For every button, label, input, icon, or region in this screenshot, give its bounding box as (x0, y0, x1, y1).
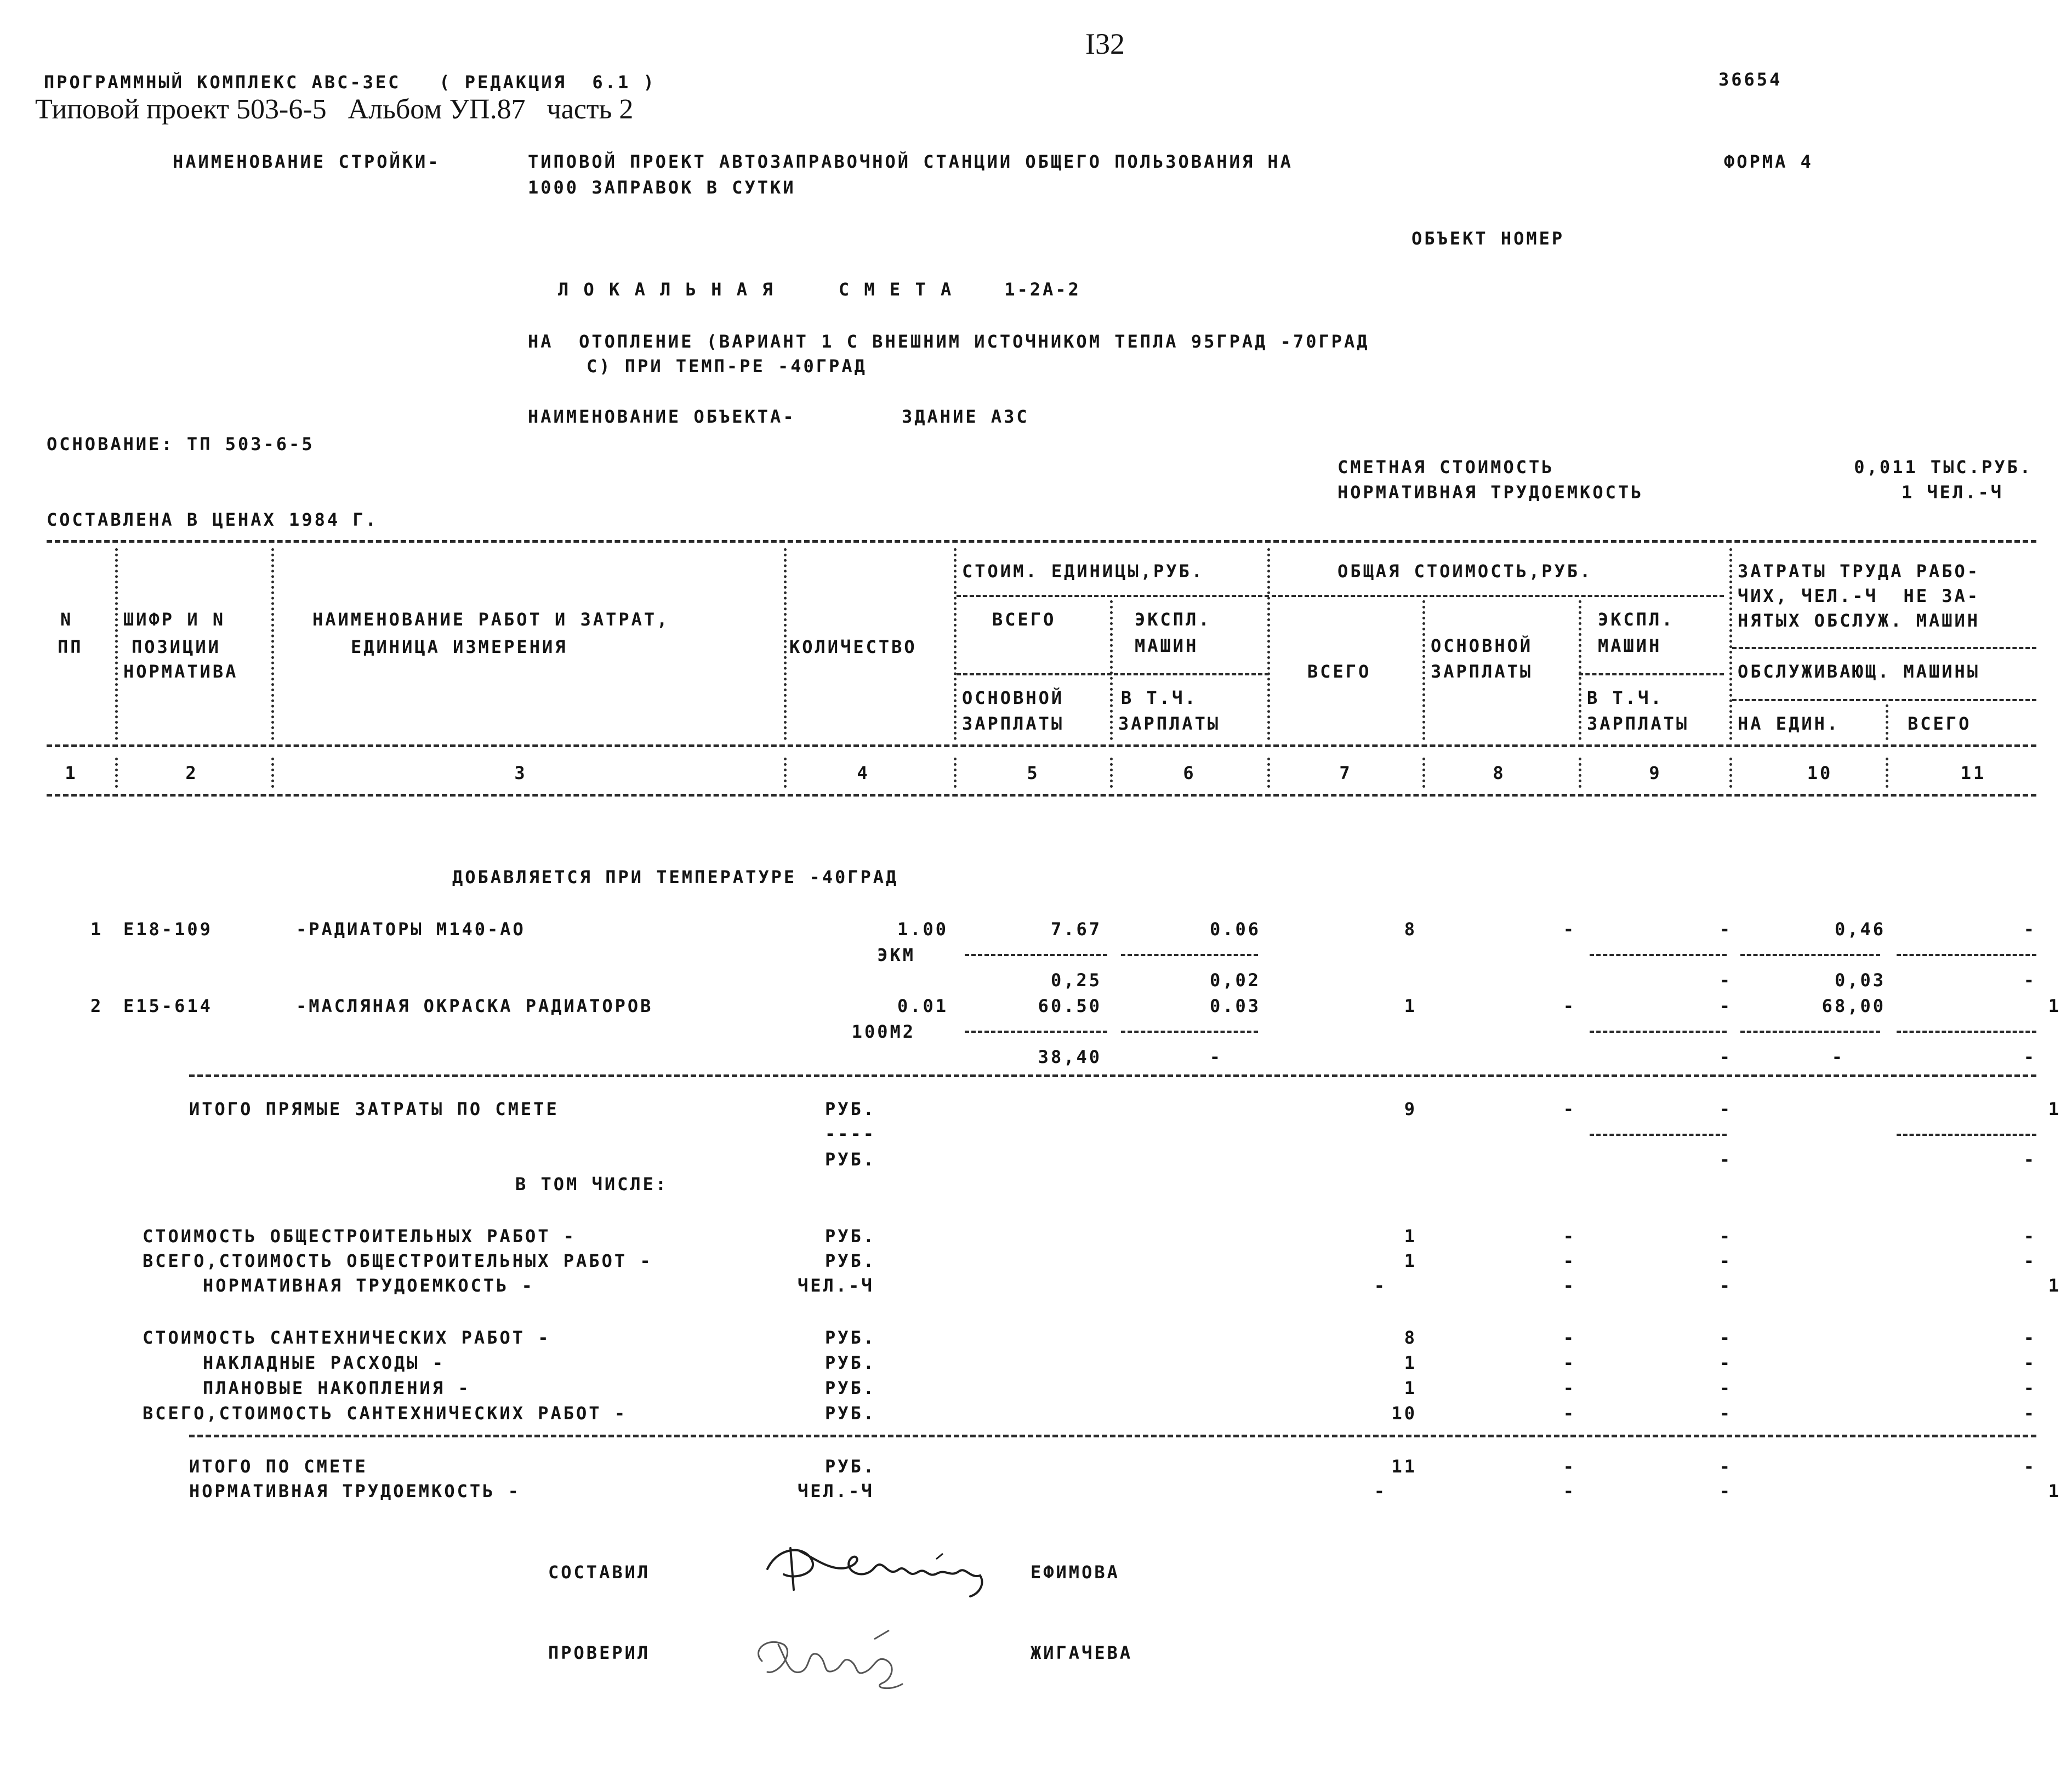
col-separator (1886, 758, 1888, 788)
col-number: 1 (65, 763, 78, 783)
row-2-qty: 0.01 (897, 996, 948, 1016)
table-top-rule (47, 540, 2036, 543)
plumbing-works-c9: - (1719, 1327, 1732, 1348)
col-separator (1267, 758, 1270, 788)
col-number: 7 (1339, 763, 1352, 783)
general-labor-c11: 1 (2048, 1275, 2061, 1296)
col-number: 6 (1183, 763, 1196, 783)
final-total-label: ИТОГО ПО СМЕТЕ (189, 1456, 368, 1477)
row-2-unit: 100М2 (851, 1021, 915, 1042)
compiled-name: ЕФИМОВА (1031, 1562, 1120, 1583)
col-separator (1729, 548, 1732, 740)
project-line: Типовой проект 503-6-5 Альбом УП.87 часть 2 (35, 94, 634, 125)
final-total-c7: 11 (1391, 1456, 1417, 1477)
row-2-c9: - (1719, 996, 1732, 1016)
labor-value: 1 ЧЕЛ.-Ч (1901, 482, 2003, 503)
th-labor-1: ЗАТРАТЫ ТРУДА РАБО- (1738, 561, 1980, 582)
col-separator (954, 758, 957, 788)
row-2-code: Е15-614 (123, 996, 213, 1016)
th-c9-ekspl: ЭКСПЛ. (1598, 609, 1675, 630)
row-1-c10b: 0,03 (1834, 970, 1886, 991)
col-separator (784, 758, 787, 788)
row-2-c7: 1 (1404, 996, 1417, 1016)
col-number: 2 (185, 763, 198, 783)
labor-subrule-2 (1732, 699, 2036, 701)
labor-label: НОРМАТИВНАЯ ТРУДОЕМКОСТЬ (1337, 482, 1644, 503)
estimate-subject-2: С) ПРИ ТЕМП-РЕ -40ГРАД (587, 356, 867, 377)
total-direct-c11: 1 (2048, 1099, 2061, 1119)
row-1-subrule (1897, 954, 2036, 956)
row-1-qty: 1.00 (897, 919, 948, 940)
total-direct-unit: РУБ. (825, 1099, 876, 1119)
row-1-n: 1 (90, 919, 104, 940)
row-1-c7: 8 (1404, 919, 1417, 940)
col-separator (1267, 548, 1270, 740)
general-works-total-c8: - (1563, 1250, 1576, 1271)
th-c9-vtch: В Т.Ч. (1587, 687, 1664, 708)
th-c11-vsego: ВСЕГО (1908, 713, 1972, 734)
row-1-c11b: - (2023, 970, 2036, 991)
th-code-1: ШИФР И N (123, 609, 226, 630)
th-c10-na-edin: НА ЕДИН. (1738, 713, 1840, 734)
col-separator (1729, 758, 1732, 788)
th-c6-vtch: В Т.Ч. (1121, 687, 1198, 708)
object-name-value: ЗДАНИЕ АЗС (902, 406, 1029, 427)
th-c6-mashin: МАШИН (1135, 635, 1199, 656)
unit-cost-subrule (957, 595, 1269, 597)
planned-savings-c7: 1 (1404, 1378, 1417, 1398)
col-separator (115, 548, 118, 740)
row-1-c5b: 0,25 (1050, 970, 1102, 991)
plumbing-works-c8: - (1563, 1327, 1576, 1348)
construction-name-1: ТИПОВОЙ ПРОЕКТ АВТОЗАПРАВОЧНОЙ СТАНЦИИ ОБЩЕГО ПОЛЬЗОВАНИЯ НА (528, 151, 1293, 172)
direct-subrule (1590, 1134, 1727, 1136)
row-1-name: -РАДИАТОРЫ М140-АО (296, 919, 526, 940)
checked-name: ЖИГАЧЕВА (1031, 1642, 1133, 1663)
th-qty: КОЛИЧЕСТВО (789, 636, 917, 657)
th-pp: ПП (58, 636, 83, 657)
plumbing-works-c11: - (2023, 1327, 2036, 1348)
row-2-c10b: - (1831, 1047, 1845, 1067)
overhead-label: НАКЛАДНЫЕ РАСХОДЫ - (203, 1352, 446, 1373)
row-1-c6b: 0,02 (1209, 970, 1261, 991)
total-direct-b-c11: - (2023, 1149, 2036, 1170)
row-2-c5: 60.50 (1038, 996, 1102, 1016)
final-total-c8: - (1563, 1456, 1576, 1477)
form-label: ФОРМА 4 (1724, 151, 1813, 172)
plumbing-works-c7: 8 (1404, 1327, 1417, 1348)
general-works-label: СТОИМОСТЬ ОБЩЕСТРОИТЕЛЬНЫХ РАБОТ - (143, 1226, 577, 1247)
labor-subrule (1732, 647, 2036, 649)
row-1-c9: - (1719, 919, 1732, 940)
th-c9-zarplaty: ЗАРПЛАТЫ (1587, 713, 1689, 734)
row-2-subrule (1897, 1031, 2036, 1033)
row-1-c9b: - (1719, 970, 1732, 991)
th-n: N (60, 609, 73, 630)
cost-label: СМЕТНАЯ СТОИМОСТЬ (1337, 457, 1555, 477)
col-separator (1579, 600, 1581, 740)
plumbing-total-c8: - (1563, 1403, 1576, 1424)
row-1-c6: 0.06 (1209, 919, 1261, 940)
total-cost-subrule (1272, 595, 1724, 597)
th-unit-cost: СТОИМ. ЕДИНИЦЫ,РУБ. (962, 561, 1205, 582)
including-label: В ТОМ ЧИСЛЕ: (515, 1174, 669, 1195)
col-number: 3 (514, 763, 527, 783)
general-works-total-c7: 1 (1404, 1250, 1417, 1271)
row-1-c10: 0,46 (1834, 919, 1886, 940)
row-2-c6b: - (1209, 1047, 1222, 1067)
planned-savings-c8: - (1563, 1378, 1576, 1398)
final-total-c11: - (2023, 1456, 2036, 1477)
row-1-c5: 7.67 (1050, 919, 1102, 940)
plumbing-total-c11: - (2023, 1403, 2036, 1424)
general-works-unit: РУБ. (825, 1226, 876, 1247)
prices-basis: СОСТАВЛЕНА В ЦЕНАХ 1984 Г. (47, 509, 378, 530)
overhead-c9: - (1719, 1352, 1732, 1373)
th-c5-zarplaty: ЗАРПЛАТЫ (962, 713, 1065, 734)
row-1-c8: - (1563, 919, 1576, 940)
col-number: 10 (1807, 763, 1833, 783)
final-total-c9: - (1719, 1456, 1732, 1477)
col-number: 8 (1493, 763, 1506, 783)
row-1-subrule (1740, 954, 1880, 956)
planned-savings-c11: - (2023, 1378, 2036, 1398)
final-labor-c7: - (1374, 1481, 1387, 1502)
th-code-2: ПОЗИЦИИ (132, 636, 221, 657)
total-direct-c9: - (1719, 1099, 1732, 1119)
planned-savings-unit: РУБ. (825, 1378, 876, 1398)
th-name-1: НАИМЕНОВАНИЕ РАБОТ И ЗАТРАТ, (312, 609, 670, 630)
col-separator (1422, 600, 1425, 740)
th-labor-4: ОБСЛУЖИВАЮЩ. МАШИНЫ (1738, 661, 1980, 682)
row-2-c5b: 38,40 (1038, 1047, 1102, 1067)
checked-signature (745, 1623, 943, 1699)
th-labor-3: НЯТЫХ ОБСЛУЖ. МАШИН (1738, 610, 1980, 631)
plumbing-total-unit: РУБ. (825, 1403, 876, 1424)
plumbing-works-label: СТОИМОСТЬ САНТЕХНИЧЕСКИХ РАБОТ - (143, 1327, 551, 1348)
object-number-label: ОБЪЕКТ НОМЕР (1411, 228, 1565, 249)
final-labor-unit: ЧЕЛ.-Ч (798, 1481, 874, 1502)
ekspl-subrule (1579, 673, 1724, 675)
cost-value: 0,011 ТЫС.РУБ. (1854, 457, 2033, 477)
col-separator (1886, 704, 1888, 740)
th-code-3: НОРМАТИВА (123, 661, 238, 682)
general-labor-label: НОРМАТИВНАЯ ТРУДОЕМКОСТЬ - (203, 1275, 534, 1296)
general-works-c9: - (1719, 1226, 1732, 1247)
final-labor-c9: - (1719, 1481, 1732, 1502)
th-c8-osnovnoy: ОСНОВНОЙ (1431, 635, 1533, 656)
general-works-c8: - (1563, 1226, 1576, 1247)
header-bottom-rule (47, 744, 2036, 747)
th-labor-2: ЧИХ, ЧЕЛ.-Ч НЕ ЗА- (1738, 585, 1980, 606)
total-direct-unit-2: РУБ. (825, 1149, 876, 1170)
final-labor-c8: - (1563, 1481, 1576, 1502)
row-1-subrule (1121, 954, 1258, 956)
rows-bottom-rule (189, 1074, 2036, 1077)
construction-name-2: 1000 ЗАПРАВОК В СУТКИ (528, 177, 796, 198)
col-separator (1422, 758, 1425, 788)
general-works-total-unit: РУБ. (825, 1250, 876, 1271)
overhead-unit: РУБ. (825, 1352, 876, 1373)
row-2-subrule (965, 1031, 1107, 1033)
col-separator (1579, 758, 1581, 788)
general-labor-unit: ЧЕЛ.-Ч (798, 1275, 874, 1296)
th-c7-vsego: ВСЕГО (1307, 661, 1371, 682)
general-works-c7: 1 (1404, 1226, 1417, 1247)
col-separator (115, 758, 118, 788)
estimate-subject-1: НА ОТОПЛЕНИЕ (ВАРИАНТ 1 С ВНЕШНИМ ИСТОЧНИКОМ ТЕПЛА 95ГРАД -70ГРАД (528, 331, 1370, 352)
th-c6-ekspl: ЭКСПЛ. (1135, 609, 1211, 630)
plumbing-total-label: ВСЕГО,СТОИМОСТЬ САНТЕХНИЧЕСКИХ РАБОТ - (143, 1403, 628, 1424)
th-c6-zarplaty: ЗАРПЛАТЫ (1118, 713, 1221, 734)
final-labor-label: НОРМАТИВНАЯ ТРУДОЕМКОСТЬ - (189, 1481, 521, 1502)
row-2-c6: 0.03 (1209, 996, 1261, 1016)
col-separator (954, 548, 957, 740)
row-1-code: Е18-109 (123, 919, 213, 940)
col-separator (271, 758, 274, 788)
basis: ОСНОВАНИЕ: ТП 503-6-5 (47, 434, 315, 454)
compiled-signature (762, 1535, 1003, 1606)
checked-label: ПРОВЕРИЛ (548, 1642, 651, 1663)
final-labor-c11: 1 (2048, 1481, 2061, 1502)
direct-subrule (1897, 1134, 2036, 1136)
row-2-c11: 1 (2048, 996, 2061, 1016)
general-labor-c9: - (1719, 1275, 1732, 1296)
row-2-name: -МАСЛЯНАЯ ОКРАСКА РАДИАТОРОВ (296, 996, 653, 1016)
section-title: ДОБАВЛЯЕТСЯ ПРИ ТЕМПЕРАТУРЕ -40ГРАД (452, 867, 899, 888)
final-rule (189, 1435, 2036, 1437)
col-number: 4 (857, 763, 870, 783)
row-1-subrule (1590, 954, 1727, 956)
th-name-2: ЕДИНИЦА ИЗМЕРЕНИЯ (351, 636, 568, 657)
final-total-unit: РУБ. (825, 1456, 876, 1477)
col-number: 9 (1649, 763, 1662, 783)
program-line: ПРОГРАММНЫЙ КОМПЛЕКС АВС-ЗЕС ( РЕДАКЦИЯ 6.1 ) (44, 72, 656, 93)
plumbing-works-unit: РУБ. (825, 1327, 876, 1348)
total-direct-b-c9: - (1719, 1149, 1732, 1170)
row-2-subrule (1590, 1031, 1727, 1033)
row-1-subrule (965, 954, 1107, 956)
estimate-title: Л О К А Л Ь Н А Я С М Е Т А 1-2А-2 (558, 279, 1081, 300)
total-direct-c8: - (1563, 1099, 1576, 1119)
row-1-c11: - (2023, 919, 2036, 940)
total-direct-label: ИТОГО ПРЯМЫЕ ЗАТРАТЫ ПО СМЕТЕ (189, 1099, 559, 1119)
th-c9-mashin: МАШИН (1598, 635, 1662, 656)
plumbing-total-c9: - (1719, 1403, 1732, 1424)
overhead-c11: - (2023, 1352, 2036, 1373)
page-number: I32 (1085, 27, 1125, 60)
plumbing-total-c7: 10 (1391, 1403, 1417, 1424)
col-separator (1110, 600, 1113, 740)
general-works-total-label: ВСЕГО,СТОИМОСТЬ ОБЩЕСТРОИТЕЛЬНЫХ РАБОТ - (143, 1250, 653, 1271)
general-labor-c7: - (1374, 1275, 1387, 1296)
row-1-unit: ЭКМ (877, 945, 915, 965)
th-c5-osnovnoy: ОСНОВНОЙ (962, 687, 1065, 708)
total-direct-unit-dash: ---- (825, 1123, 876, 1144)
col-number: 5 (1027, 763, 1040, 783)
general-labor-c8: - (1563, 1275, 1576, 1296)
row-2-n: 2 (90, 996, 104, 1016)
compiled-label: СОСТАВИЛ (548, 1562, 651, 1583)
overhead-c7: 1 (1404, 1352, 1417, 1373)
overhead-c8: - (1563, 1352, 1576, 1373)
row-2-c10: 68,00 (1821, 996, 1886, 1016)
planned-savings-label: ПЛАНОВЫЕ НАКОПЛЕНИЯ - (203, 1378, 471, 1398)
general-works-total-c11: - (2023, 1250, 2036, 1271)
total-direct-c7: 9 (1404, 1099, 1417, 1119)
general-works-c11: - (2023, 1226, 2036, 1247)
th-c5-vsego: ВСЕГО (992, 609, 1056, 630)
row-2-c11b: - (2023, 1047, 2036, 1067)
th-c8-zarplaty: ЗАРПЛАТЫ (1431, 661, 1533, 682)
th-total-cost: ОБЩАЯ СТОИМОСТЬ,РУБ. (1337, 561, 1593, 582)
doc-code: 36654 (1718, 69, 1783, 90)
unit-cost-subrule-2 (957, 673, 1269, 675)
row-2-subrule (1740, 1031, 1880, 1033)
row-2-subrule (1121, 1031, 1258, 1033)
construction-label: НАИМЕНОВАНИЕ СТРОЙКИ- (173, 151, 441, 172)
col-separator (271, 548, 274, 740)
col-separator (1110, 758, 1113, 788)
row-2-c8: - (1563, 996, 1576, 1016)
column-number-rule (47, 794, 2036, 797)
planned-savings-c9: - (1719, 1378, 1732, 1398)
object-name-label: НАИМЕНОВАНИЕ ОБЪЕКТА- (528, 406, 796, 427)
row-2-c9b: - (1719, 1047, 1732, 1067)
col-separator (784, 548, 787, 740)
general-works-total-c9: - (1719, 1250, 1732, 1271)
col-number: 11 (1960, 763, 1986, 783)
